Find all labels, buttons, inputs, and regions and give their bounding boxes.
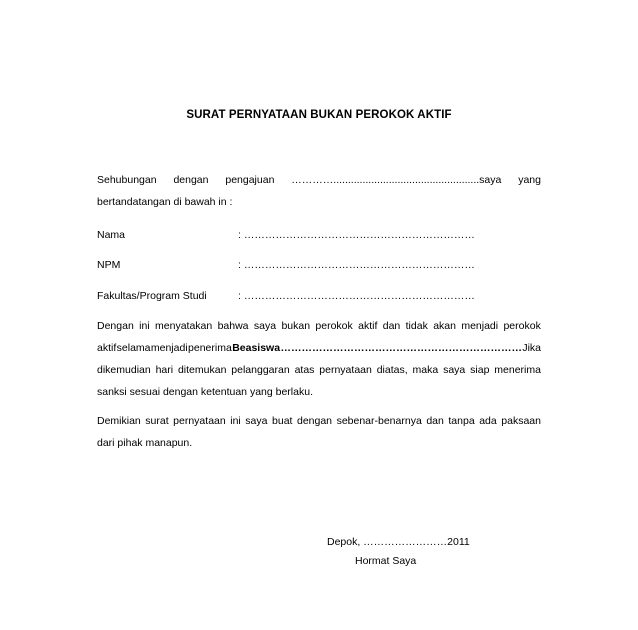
closing-word: pernyataan bbox=[173, 415, 226, 427]
closing-word: dan bbox=[426, 415, 444, 427]
field-value: : ………………………………………………………… bbox=[238, 290, 475, 302]
closing-word: tanpa bbox=[448, 415, 475, 427]
field-value: : ………………………………………………………… bbox=[238, 229, 475, 241]
statement-word: Jika bbox=[522, 342, 541, 354]
field-label: NPM bbox=[97, 259, 121, 271]
statement-word: hari bbox=[155, 364, 174, 376]
statement-word: maka bbox=[412, 364, 439, 376]
intro-word: Sehubungan bbox=[97, 174, 157, 186]
intro-word: dengan bbox=[173, 174, 209, 186]
field-value: : ………………………………………………………… bbox=[238, 259, 475, 271]
statement-word: pelanggaran bbox=[231, 364, 290, 376]
intro-line-2: bertandatangan di bawah in : bbox=[97, 196, 233, 208]
intro-word: yang bbox=[518, 174, 541, 186]
intro-paragraph bbox=[97, 174, 541, 209]
statement-word: diatas, bbox=[376, 364, 408, 376]
statement-word: selama bbox=[116, 342, 151, 354]
statement-word: ditemukan bbox=[177, 364, 227, 376]
statement-word: perokok bbox=[315, 320, 353, 332]
closing-word: Demikian bbox=[97, 415, 141, 427]
statement-word: dikemudian bbox=[97, 364, 151, 376]
field-label: Fakultas/Program Studi bbox=[97, 290, 207, 302]
intro-line-1 bbox=[97, 174, 541, 187]
regards-text: Hormat Saya bbox=[355, 555, 417, 567]
field-label: Nama bbox=[97, 229, 126, 241]
closing-paragraph bbox=[97, 415, 541, 450]
statement-word: menyatakan bbox=[155, 320, 213, 332]
statement-line-3 bbox=[97, 364, 541, 377]
statement-word: aktif bbox=[358, 320, 378, 332]
closing-word: paksaan bbox=[501, 415, 541, 427]
beasiswa-blank: …………………………………………………………… bbox=[280, 342, 522, 354]
statement-word: saya bbox=[253, 320, 277, 332]
statement-word: saya bbox=[443, 364, 466, 376]
closing-word: sebenar-benarnya bbox=[336, 415, 422, 427]
page-title: SURAT PERNYATAAN BUKAN PEROKOK AKTIF bbox=[186, 109, 452, 121]
closing-word: ini bbox=[230, 415, 241, 427]
statement-word: aktif bbox=[97, 342, 117, 354]
statement-word: menjadi bbox=[150, 342, 188, 354]
statement-word: Dengan bbox=[97, 320, 134, 332]
statement-line-4: sanksi sesuai dengan ketentuan yang berlaku. bbox=[97, 386, 313, 398]
statement-word: ini bbox=[139, 320, 150, 332]
closing-word: saya bbox=[245, 415, 268, 427]
statement-word: atas bbox=[294, 364, 315, 376]
closing-word: dengan bbox=[296, 415, 333, 427]
statement-word: menjadi bbox=[461, 320, 499, 332]
closing-word: buat bbox=[272, 415, 293, 427]
statement-word: penerima bbox=[188, 342, 232, 354]
statement-word: dan bbox=[382, 320, 401, 332]
beasiswa-label: Beasiswa bbox=[232, 342, 281, 354]
intro-word: …………..................................................saya bbox=[291, 174, 502, 186]
statement-word: akan bbox=[433, 320, 456, 332]
statement-word: bukan bbox=[281, 320, 311, 332]
statement-word: siap bbox=[470, 364, 490, 376]
closing-word: ada bbox=[479, 415, 497, 427]
statement-word: bahwa bbox=[217, 320, 249, 332]
closing-line-2: dari pihak manapun. bbox=[97, 437, 193, 449]
statement-line-2 bbox=[97, 342, 541, 355]
statement-line-1 bbox=[97, 320, 541, 333]
closing-word: surat bbox=[145, 415, 169, 427]
statement-word: perokok bbox=[503, 320, 541, 332]
closing-line-1 bbox=[97, 415, 541, 428]
place-date: Depok, ……………………2011 bbox=[327, 536, 470, 548]
statement-word: tidak bbox=[405, 320, 428, 332]
statement-word: pernyataan bbox=[319, 364, 372, 376]
statement-paragraph bbox=[97, 320, 541, 399]
intro-word: pengajuan bbox=[225, 174, 275, 186]
statement-word: menerima bbox=[494, 364, 541, 376]
